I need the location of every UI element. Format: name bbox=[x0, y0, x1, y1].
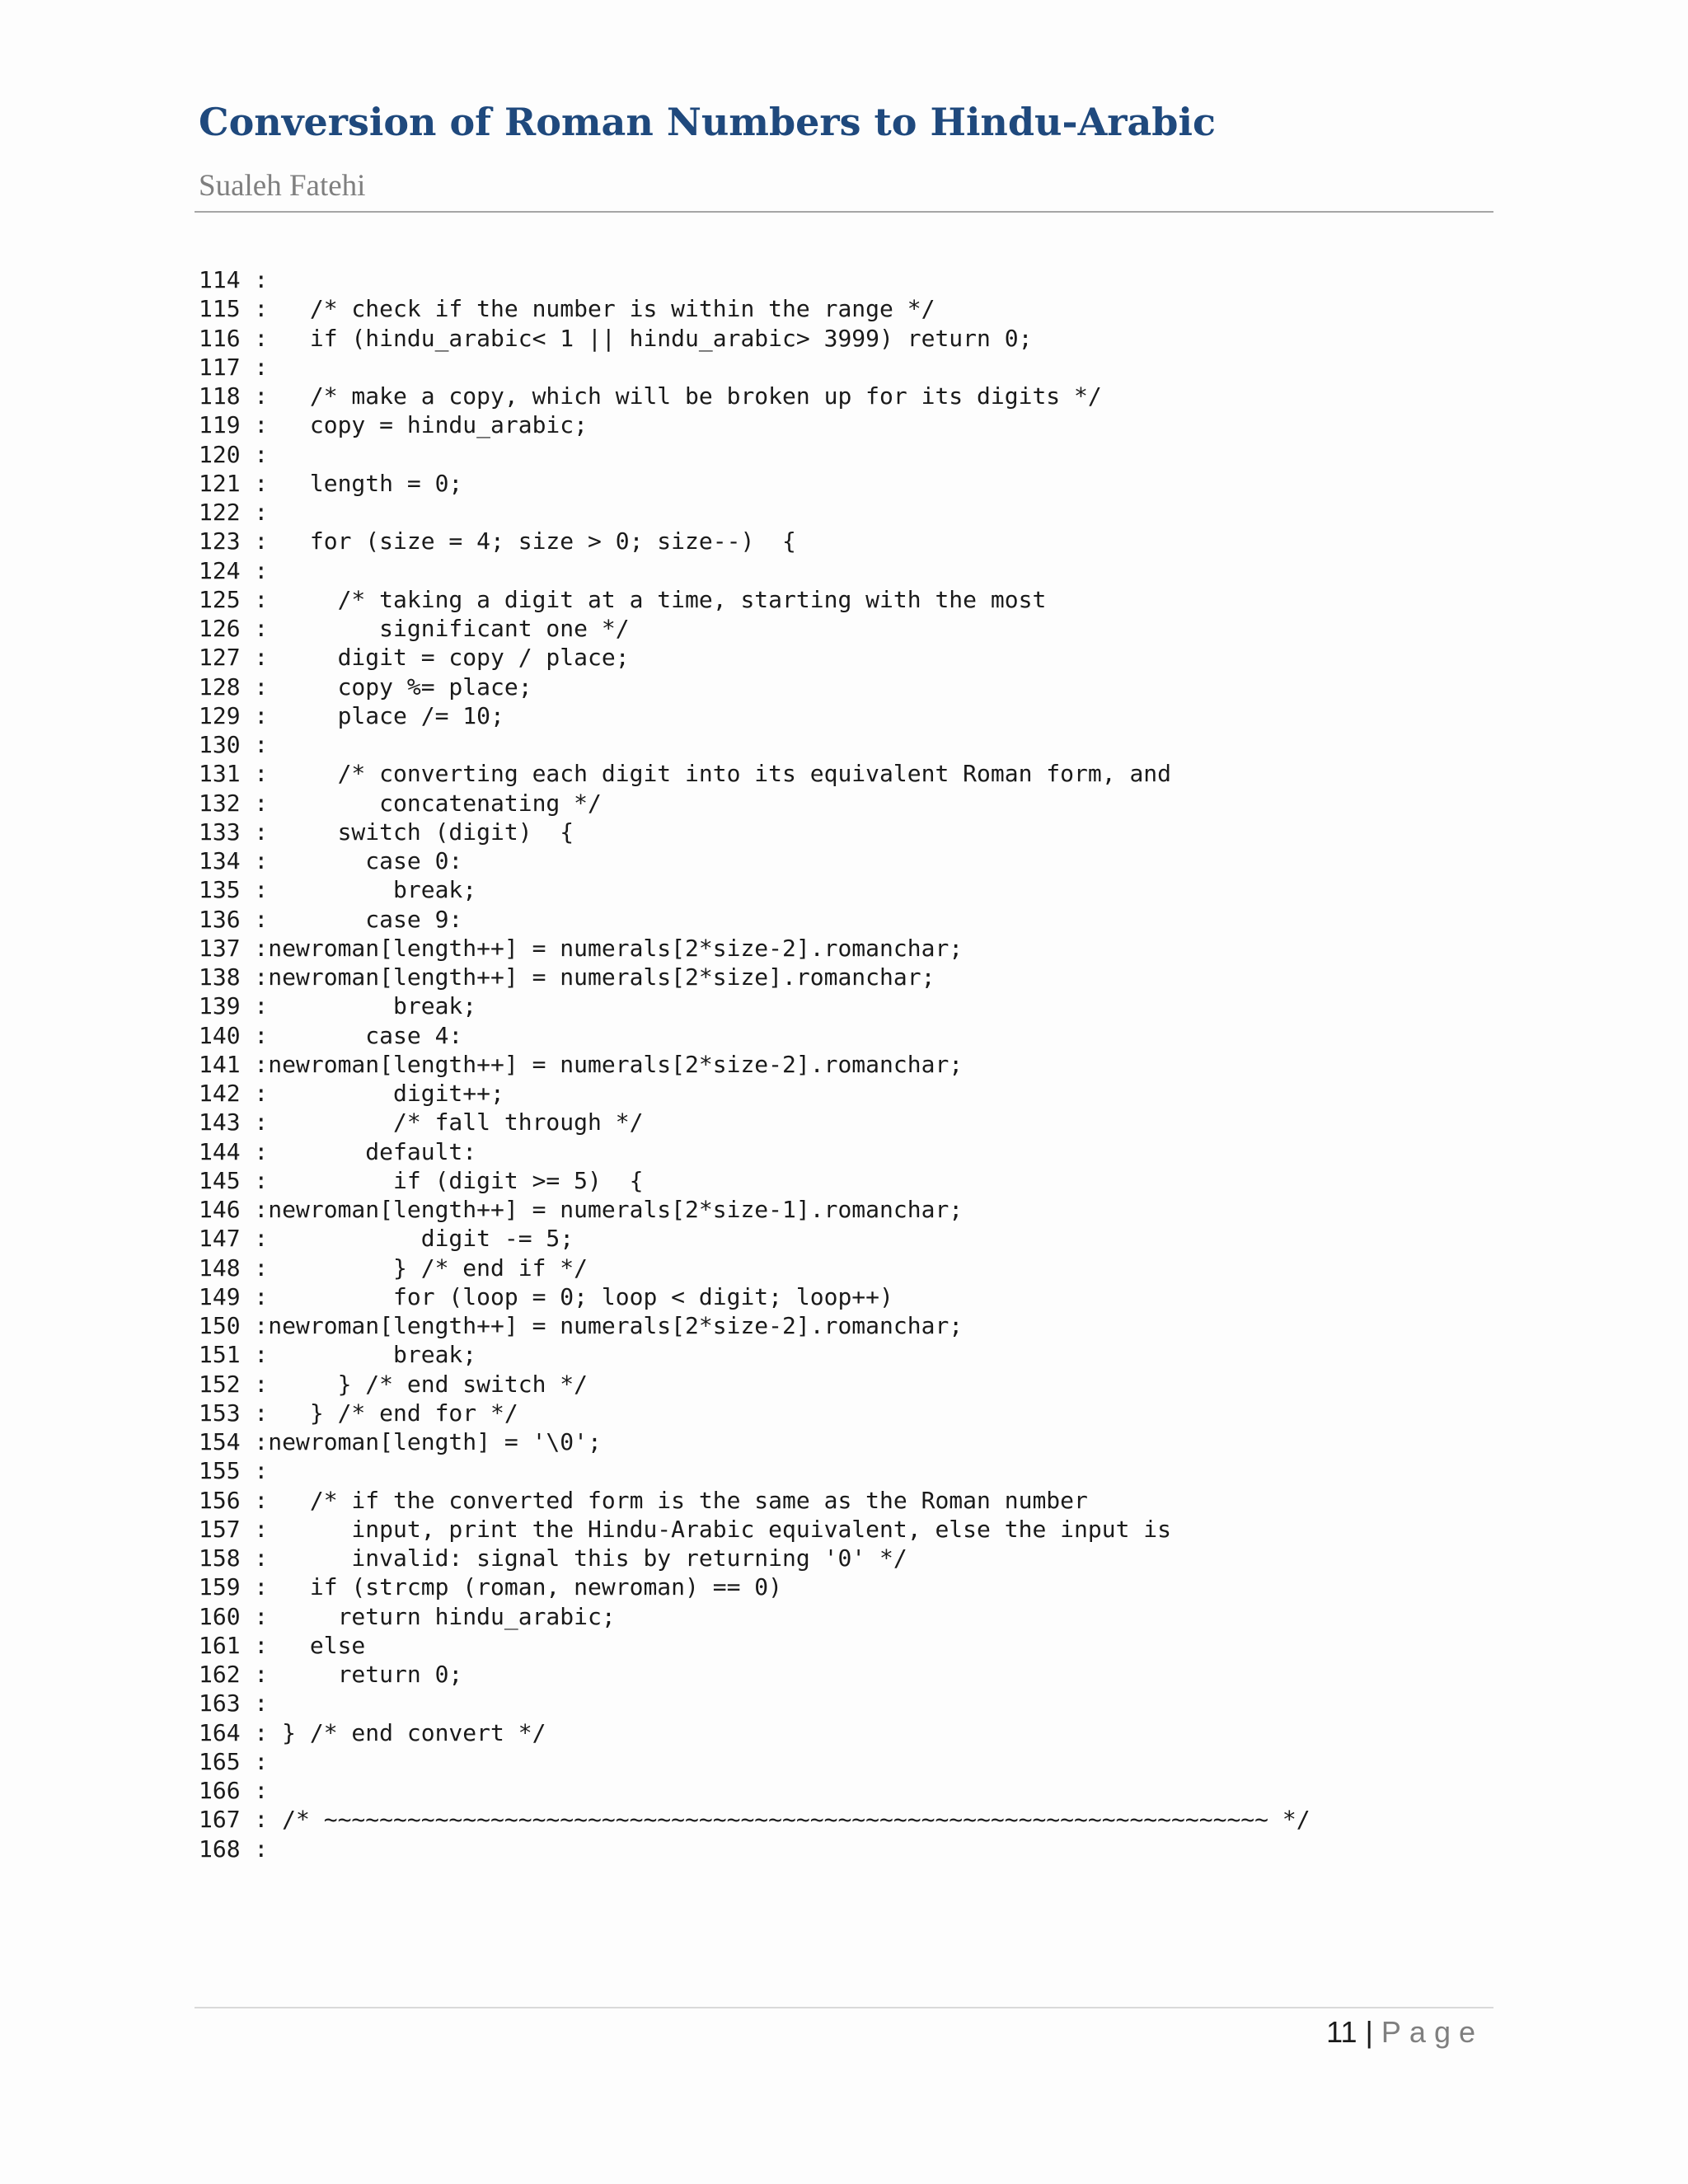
code-line: 153 : } /* end for */ bbox=[199, 1399, 518, 1427]
code-line: 156 : /* if the converted form is the same as the Roman number bbox=[199, 1486, 1088, 1514]
code-line: 119 : copy = hindu_arabic; bbox=[199, 411, 588, 439]
code-line: 150 :newroman[length++] = numerals[2*size-2].romanchar; bbox=[199, 1312, 964, 1339]
page-label: Page bbox=[1381, 2015, 1484, 2049]
code-line: 118 : /* make a copy, which will be broken up for its digits */ bbox=[199, 382, 1102, 410]
code-line: 122 : bbox=[199, 499, 269, 526]
code-line: 130 : bbox=[199, 731, 269, 758]
code-line: 144 : default: bbox=[199, 1137, 477, 1165]
code-line: 167 : /* ~~~~~~~~~~~~~~~~~~~~~~~~~~~~~~~~~~~~~~~~~~~~~~~~~~~~~~~~~~~~~~~~~~~~ */ bbox=[199, 1806, 1311, 1834]
code-line: 145 : if (digit >= 5) { bbox=[199, 1166, 644, 1194]
code-listing bbox=[199, 265, 1517, 1863]
code-line: 147 : digit -= 5; bbox=[199, 1225, 574, 1253]
code-line: 146 :newroman[length++] = numerals[2*size-1].romanchar; bbox=[199, 1196, 964, 1223]
code-line: 127 : digit = copy / place; bbox=[199, 644, 630, 672]
header-divider bbox=[195, 211, 1493, 213]
code-line: 115 : /* check if the number is within the range */ bbox=[199, 295, 935, 323]
code-line: 163 : bbox=[199, 1690, 269, 1718]
code-line: 138 :newroman[length++] = numerals[2*size].romanchar; bbox=[199, 963, 935, 991]
code-line: 142 : digit++; bbox=[199, 1080, 504, 1107]
code-line: 128 : copy %= place; bbox=[199, 673, 532, 701]
code-line: 152 : } /* end switch */ bbox=[199, 1370, 588, 1398]
code-line: 166 : bbox=[199, 1777, 269, 1804]
code-line: 165 : bbox=[199, 1747, 269, 1775]
document-title: Conversion of Roman Numbers to Hindu-Arabic bbox=[199, 100, 1216, 144]
code-line: 120 : bbox=[199, 440, 269, 468]
code-line: 161 : else bbox=[199, 1631, 366, 1659]
code-line: 164 : } /* end convert */ bbox=[199, 1718, 546, 1746]
code-line: 162 : return 0; bbox=[199, 1661, 463, 1688]
code-line: 157 : input, print the Hindu-Arabic equivalent, else the input is bbox=[199, 1515, 1172, 1543]
code-line: 131 : /* converting each digit into its equivalent Roman form, and bbox=[199, 760, 1172, 788]
code-line: 136 : case 9: bbox=[199, 905, 463, 933]
code-line: 148 : } /* end if */ bbox=[199, 1254, 588, 1282]
code-line: 126 : significant one */ bbox=[199, 615, 630, 642]
code-line: 116 : if (hindu_arabic< 1 || hindu_arabic> 3999) return 0; bbox=[199, 324, 1033, 352]
code-line: 154 :newroman[length] = '\0'; bbox=[199, 1428, 602, 1455]
page-separator: | bbox=[1365, 2015, 1373, 2049]
code-line: 149 : for (loop = 0; loop < digit; loop++) bbox=[199, 1282, 893, 1310]
code-line: 140 : case 4: bbox=[199, 1021, 463, 1049]
code-line: 143 : /* fall through */ bbox=[199, 1108, 644, 1137]
code-line: 133 : switch (digit) { bbox=[199, 818, 574, 846]
code-line: 135 : break; bbox=[199, 876, 477, 904]
code-line: 155 : bbox=[199, 1457, 269, 1485]
code-line: 117 : bbox=[199, 353, 269, 381]
code-line: 151 : break; bbox=[199, 1341, 477, 1369]
code-line: 129 : place /= 10; bbox=[199, 701, 504, 729]
code-line: 168 : bbox=[199, 1835, 269, 1863]
footer-divider bbox=[195, 2007, 1493, 2008]
code-line: 159 : if (strcmp (roman, newroman) == 0) bbox=[199, 1573, 783, 1601]
code-line: 160 : return hindu_arabic; bbox=[199, 1602, 616, 1630]
code-line: 158 : invalid: signal this by returning '0' */ bbox=[199, 1544, 907, 1572]
code-line: 123 : for (size = 4; size > 0; size--) { bbox=[199, 527, 796, 555]
code-line: 125 : /* taking a digit at a time, starting with the most bbox=[199, 585, 1047, 613]
code-line: 132 : concatenating */ bbox=[199, 789, 602, 817]
code-line: 114 : bbox=[199, 266, 269, 293]
code-line: 121 : length = 0; bbox=[199, 469, 463, 497]
code-line: 124 : bbox=[199, 556, 269, 584]
code-line: 141 :newroman[length++] = numerals[2*size-2].romanchar; bbox=[199, 1050, 964, 1078]
code-line: 137 :newroman[length++] = numerals[2*size-2].romanchar; bbox=[199, 934, 964, 962]
page-number: 11 bbox=[1326, 2015, 1357, 2049]
document-author: Sualeh Fatehi bbox=[199, 169, 366, 203]
page-footer bbox=[1326, 2013, 1484, 2052]
code-line: 134 : case 0: bbox=[199, 847, 463, 874]
code-line: 139 : break; bbox=[199, 992, 477, 1020]
